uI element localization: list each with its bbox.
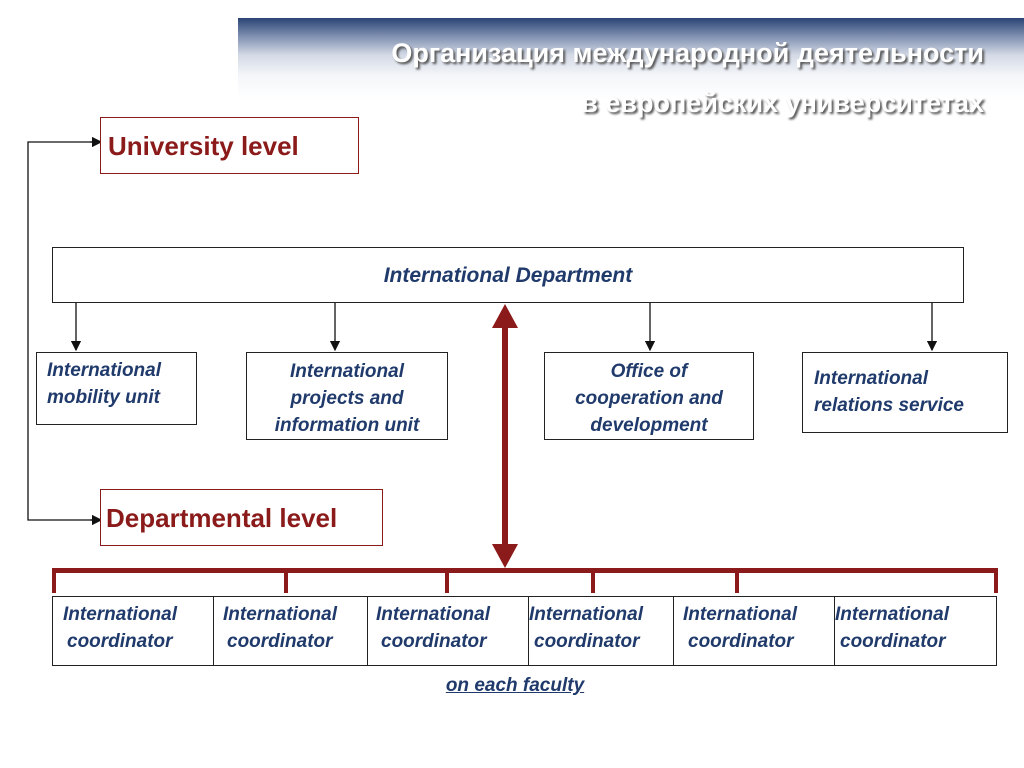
page-subtitle: в европейских университетах — [581, 88, 984, 118]
unit-relations-line1: International — [814, 368, 929, 389]
coordinator-cell — [52, 596, 214, 666]
unit-relations-box — [802, 352, 1008, 433]
coordinator-line2: coordinator — [381, 631, 487, 652]
unit-projects-line1: International — [289, 361, 404, 382]
coordinator-cell — [835, 596, 997, 666]
level-bracket-line — [28, 142, 99, 520]
unit-mobility-line1: International — [47, 360, 162, 381]
university-level-label: University level — [108, 131, 299, 161]
coordinator-line2: coordinator — [227, 631, 333, 652]
unit-mobility-line2: mobility unit — [47, 387, 160, 408]
unit-mobility-box — [36, 352, 197, 425]
international-department-box — [52, 247, 964, 303]
coordinator-cell — [214, 596, 368, 666]
university-level-box — [100, 117, 359, 174]
coordinator-cell — [368, 596, 529, 666]
unit-cooperation-line2: cooperation and — [575, 388, 723, 409]
coordinator-cell — [674, 596, 835, 666]
unit-cooperation-line3: development — [590, 415, 708, 436]
departmental-level-label: Departmental level — [106, 503, 338, 533]
unit-projects-box — [246, 352, 448, 440]
international-department-label: International Department — [383, 264, 633, 287]
footer-note: on each faculty — [445, 675, 585, 696]
unit-cooperation-box — [544, 352, 754, 440]
coordinator-cell — [529, 596, 674, 666]
coordinator-bracket — [52, 568, 998, 593]
unit-relations-line2: relations service — [814, 395, 964, 416]
coordinator-line1: International — [376, 604, 491, 625]
coordinator-line2: coordinator — [840, 631, 946, 652]
double-arrow — [492, 304, 518, 568]
coordinator-line2: coordinator — [534, 631, 640, 652]
coordinator-line1: International — [63, 604, 178, 625]
coordinator-line1: International — [835, 604, 950, 625]
coordinator-line1: International — [223, 604, 338, 625]
coordinator-line2: coordinator — [688, 631, 794, 652]
coordinator-line1: International — [683, 604, 798, 625]
coordinator-line1: International — [529, 604, 644, 625]
page-title: Организация международной деятельности — [391, 38, 984, 68]
coordinator-line2: coordinator — [67, 631, 173, 652]
unit-cooperation-line1: Office of — [610, 361, 688, 382]
unit-projects-line3: information unit — [274, 415, 420, 436]
departmental-level-box — [100, 489, 383, 546]
unit-projects-line2: projects and — [290, 388, 404, 409]
